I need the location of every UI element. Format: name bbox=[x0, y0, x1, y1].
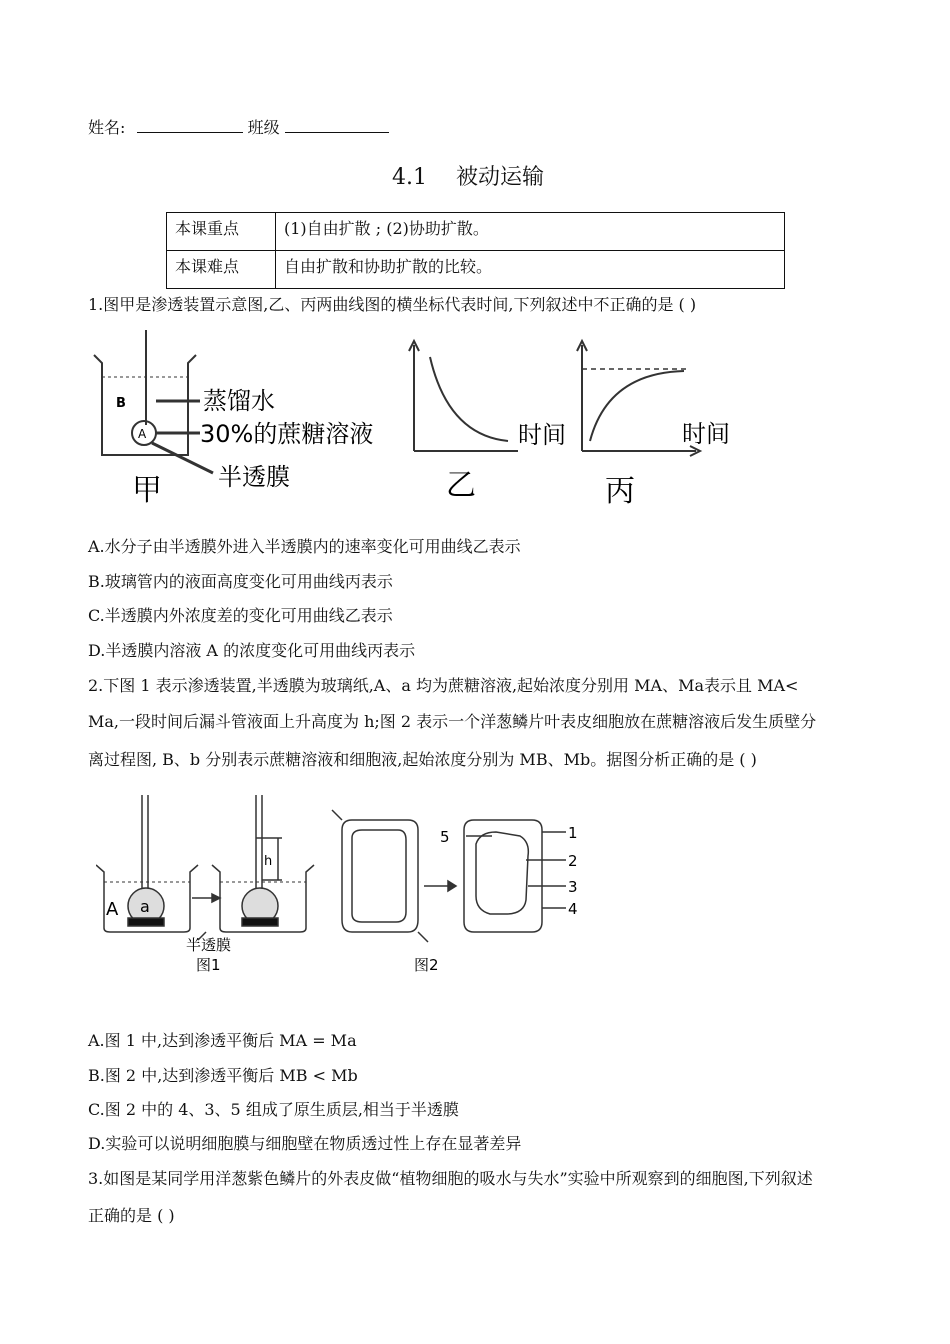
q2-option-a: A.图 1 中,达到渗透平衡后 MA = Ma bbox=[88, 1031, 357, 1050]
fig-label-a: A bbox=[138, 427, 147, 441]
fig2-arrow bbox=[424, 881, 456, 891]
name-class-line bbox=[88, 118, 389, 136]
q3-stem-line1: 3.如图是某同学用洋葱紫色鳞片的外表皮做“植物细胞的吸水与失水”实验中所观察到的细胞图,下列叙述 bbox=[88, 1169, 813, 1188]
q2-figure bbox=[96, 790, 596, 980]
fig1-label-a-upper: A bbox=[106, 899, 119, 920]
fig2-number-4: 4 bbox=[568, 900, 578, 918]
q3-stem-line2: 正确的是 ( ) bbox=[88, 1206, 175, 1225]
fig2-number-3: 3 bbox=[568, 878, 578, 896]
fig-label-b: B bbox=[116, 396, 126, 411]
fig-water-label: 蒸馏水 bbox=[203, 387, 275, 415]
table-cell-content: (1)自由扩散 ; (2)协助扩散。 bbox=[276, 213, 785, 251]
fig2-number-5: 5 bbox=[440, 828, 450, 846]
fig1-beaker-after bbox=[198, 795, 314, 940]
fig1-label-a-lower: a bbox=[140, 897, 150, 916]
fig-bing-label: 丙 bbox=[605, 474, 635, 509]
key-points-table bbox=[166, 212, 785, 289]
table-cell-content: 自由扩散和协助扩散的比较。 bbox=[276, 251, 785, 289]
q2-option-d: D.实验可以说明细胞膜与细胞壁在物质透过性上存在显著差异 bbox=[88, 1134, 522, 1153]
table-cell-label: 本课难点 bbox=[167, 251, 276, 289]
title-number: 4.1 bbox=[392, 165, 427, 190]
fig2-number-2: 2 bbox=[568, 852, 578, 870]
table-row bbox=[167, 213, 785, 251]
q1-option-d: D.半透膜内溶液 A 的浓度变化可用曲线丙表示 bbox=[88, 641, 416, 660]
q2-stem-line2: Ma,一段时间后漏斗管液面上升高度为 h;图 2 表示一个洋葱鳞片叶表皮细胞放在蔗糖溶液后发生质壁分 bbox=[88, 712, 817, 731]
fig2-cell-before bbox=[332, 810, 428, 942]
q1-option-c: C.半透膜内外浓度差的变化可用曲线乙表示 bbox=[88, 606, 393, 625]
fig-bing-time-label: 时间 bbox=[682, 420, 730, 448]
q1-stem: 1.图甲是渗透装置示意图,乙、丙两曲线图的横坐标代表时间,下列叙述中不正确的是 ( ) bbox=[88, 295, 697, 314]
title-text: 被动运输 bbox=[456, 165, 545, 190]
q2-option-c: C.图 2 中的 4、3、5 组成了原生质层,相当于半透膜 bbox=[88, 1100, 459, 1119]
fig1-arrow bbox=[192, 894, 220, 902]
page-title bbox=[392, 160, 544, 191]
fig1-label-h: h bbox=[264, 854, 273, 869]
table-row bbox=[167, 251, 785, 289]
beaker-diagram bbox=[94, 330, 213, 473]
class-blank bbox=[285, 118, 389, 133]
table-cell-label: 本课重点 bbox=[167, 213, 276, 251]
name-blank bbox=[137, 118, 243, 133]
q2-option-b: B.图 2 中,达到渗透平衡后 MB < Mb bbox=[88, 1066, 358, 1085]
fig1-membrane-label: 半透膜 bbox=[186, 936, 232, 954]
q1-option-a: A.水分子由半透膜外进入半透膜内的速率变化可用曲线乙表示 bbox=[88, 537, 521, 556]
q2-stem-line3: 离过程图, B、b 分别表示蔗糖溶液和细胞液,起始浓度分别为 MB、Mb。据图分析正确的是 ( ) bbox=[88, 750, 757, 769]
name-label: 姓名: bbox=[88, 118, 126, 137]
curve-yi-graph bbox=[409, 341, 518, 451]
q1-figure bbox=[88, 325, 768, 515]
fig-membrane-label: 半透膜 bbox=[218, 463, 290, 491]
fig2-number-1: 1 bbox=[568, 824, 578, 842]
q2-stem-line1: 2.下图 1 表示渗透装置,半透膜为玻璃纸,A、a 均为蔗糖溶液,起始浓度分别用 MA、Ma表示且 MA< bbox=[88, 676, 799, 695]
fig2-caption: 图2 bbox=[414, 956, 439, 974]
fig-jia-label: 甲 bbox=[132, 473, 162, 508]
class-label: 班级 bbox=[247, 118, 280, 137]
fig1-caption: 图1 bbox=[196, 956, 221, 974]
fig2-cell-after bbox=[464, 820, 566, 932]
q1-option-b: B.玻璃管内的液面高度变化可用曲线丙表示 bbox=[88, 572, 393, 591]
fig-yi-time-label: 时间 bbox=[518, 421, 566, 449]
fig-solution-label: 30%的蔗糖溶液 bbox=[200, 420, 374, 448]
fig-yi-label: 乙 bbox=[446, 468, 476, 503]
